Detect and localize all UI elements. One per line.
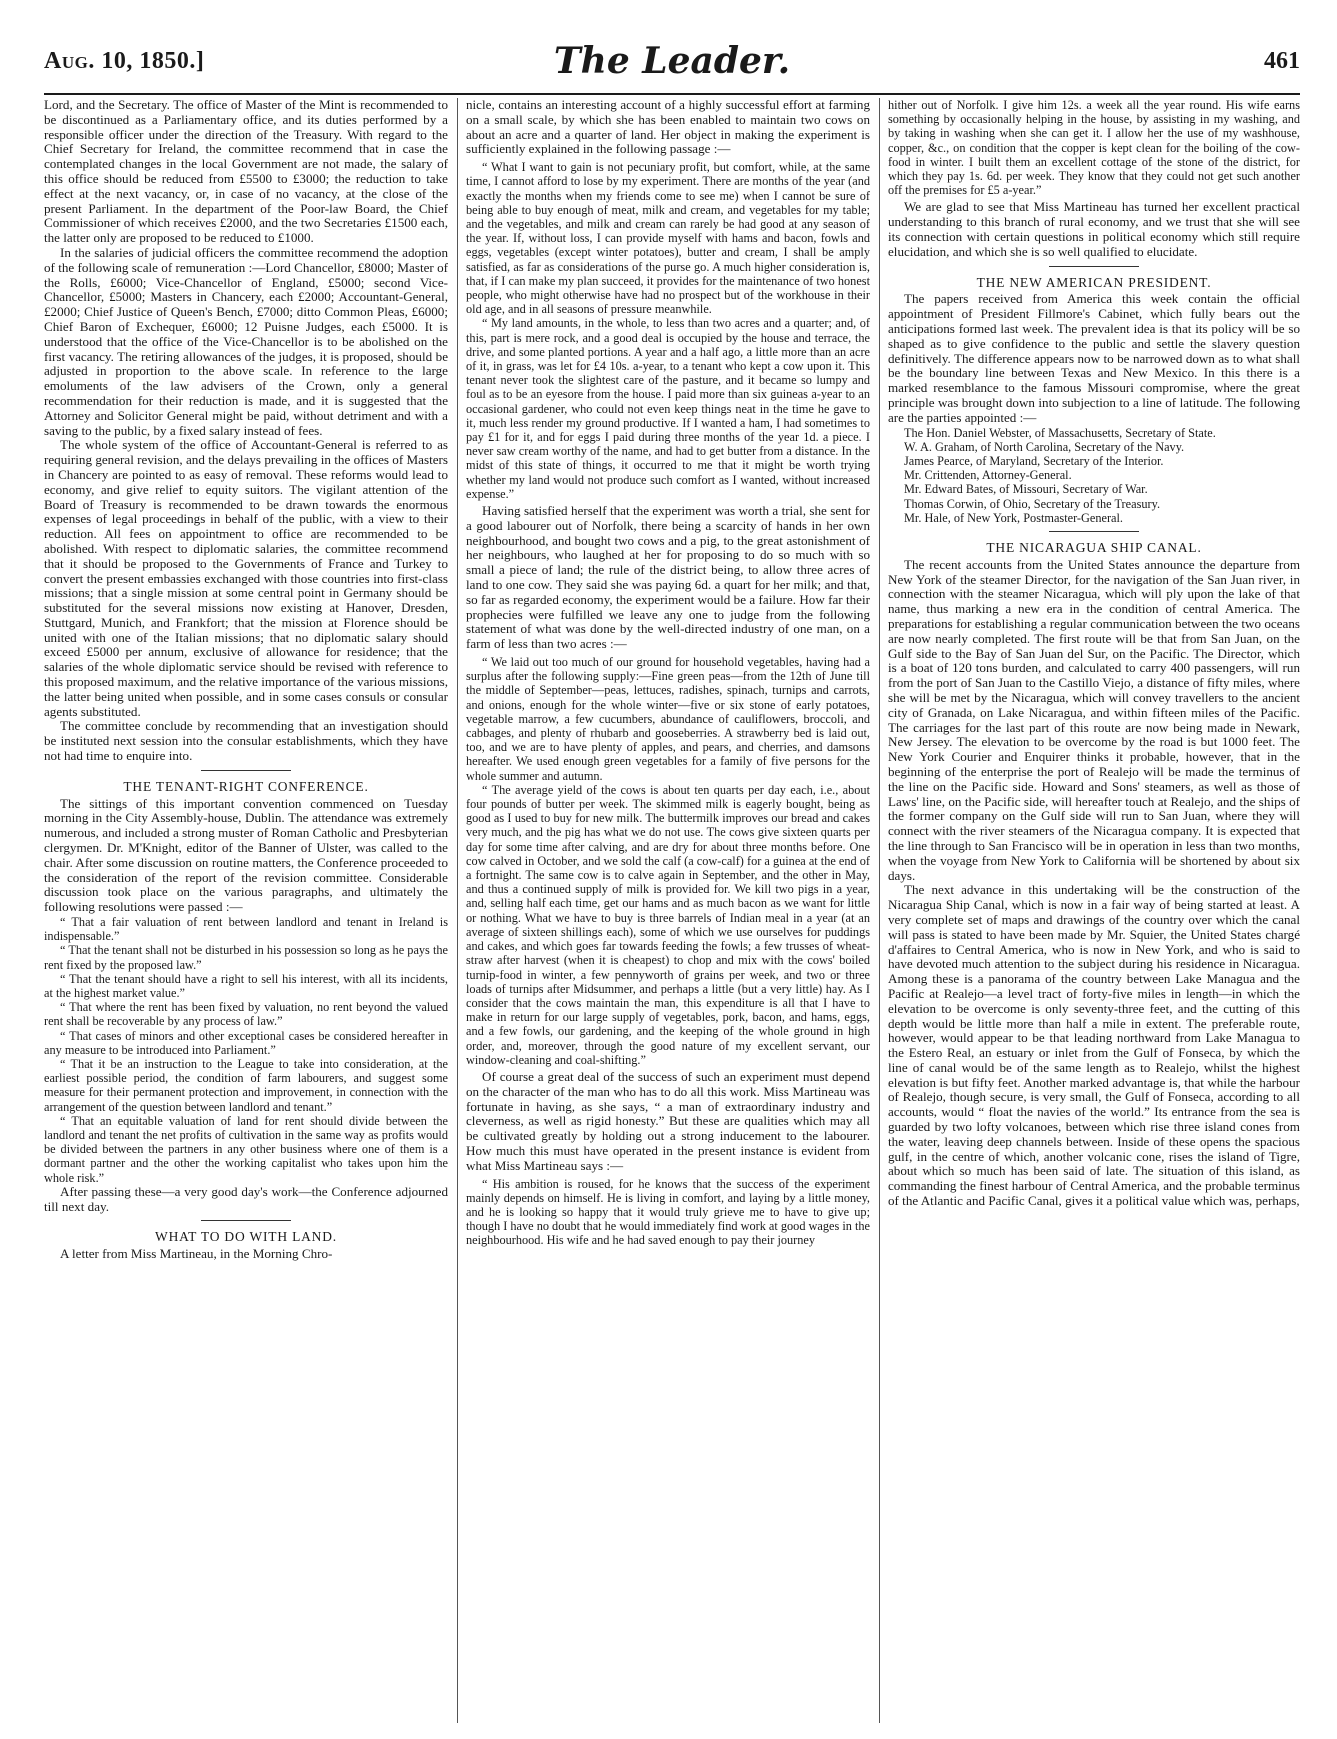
- article-paragraph: Lord, and the Secretary. The office of Master of the Mint is recommended to be discontinued as a Parliamentary office, and its duties performed by a responsible officer under the direction of the Treasury. With regard to the Chief Secretary for Ireland, the committee recommend that in case the contemplated changes in the local Government are not made, the salary of this office should be reduced from £5500 to £3000; the reduction to take effect at the next vacancy, or, in case of no vacancy, at the close of the present Parliament. In the department of the Poor-law Board, the Chief Commissioner of which receives £2000, and the two Secretaries £1500 each, the latter only are proposed to be reduced to £1000.: [44, 98, 448, 246]
- article-paragraph: We are glad to see that Miss Martineau has turned her excellent practical understanding to this branch of rural economy, and we trust that she will see its connection with certain questions in political economy which still require elucidation, and which she is so well qualified to elucidate.: [888, 199, 1300, 259]
- appointment-item: Mr. Hale, of New York, Postmaster-General.: [904, 510, 1124, 525]
- appointment-item: Mr. Edward Bates, of Missouri, Secretary of War.: [904, 482, 1148, 497]
- article-paragraph: Having satisfied herself that the experiment was worth a trial, she sent for a good labourer out of Norfolk, there being a scarcity of hands in her own neighbourhood, and bought two cows and a pig, to the great astonishment of her neighbours, who laughed at her for proposing to do so much with so small a piece of land; the rule of the district being, to allow three acres of land to one cow. They said she was paying 6d. a quart for her milk; and that, so far as regarded economy, the experiment would be a failure. How far their prophecies were fulfilled we leave any one to judge from the following statement of what was done by the well-directed industry of one man, on a farm of less than two acres :—: [466, 503, 870, 652]
- appointment-item: Mr. Crittenden, Attorney-General.: [904, 468, 1072, 483]
- section-divider: [1049, 266, 1139, 267]
- newspaper-title: The Leader.: [553, 40, 791, 82]
- article-paragraph: The sittings of this important convention commenced on Tuesday morning in the City Assembly-house, Dublin. The attendance was extremely numerous, and included a strong muster of Roman Catholic and Presbyterian clergymen. Dr. M'Knight, editor of the Banner of Ulster, was called to the chair. After some discussion on routine matters, the Conference proceeded to the consideration of the report of the revision committee. Considerable discussion took place on the various paragraphs, and ultimately the following resolutions were passed :—: [44, 795, 448, 915]
- appointment-item: Thomas Corwin, of Ohio, Secretary of the Treasury.: [904, 496, 1161, 511]
- column-2: [466, 98, 870, 1723]
- column-3: [888, 98, 1300, 1723]
- resolution: “ That an equitable valuation of land for rent should divide between the landlord and tenant the net profits of cultivation in the same way as profits would be divided between the partners in any other business where one of them is a dormant partner and the other the working capitalist who takes upon him the whole risk.”: [44, 1113, 448, 1185]
- article-paragraph: The papers received from America this week contain the official appointment of President Fillmore's Cabinet, which fully bears out the anticipations formed last week. The prevalent idea is that its policy will be so shaped as to give confidence to the public and settle the slavery question definitively. The difference appears now to be narrowed down as to what shall be the boundary line between Texas and New Mexico. In this there is a marked resemblance to the famous Missouri compromise, where the great principle was brought down into subjection to a line of latitude. The following are the parties appointed :—: [888, 291, 1300, 425]
- article-paragraph: After passing these—a very good day's work—the Conference adjourned till next day.: [44, 1183, 448, 1214]
- section-divider: [1049, 531, 1139, 532]
- resolution: “ That the tenant shall not be disturbed in his possession so long as he pays the rent fixed by the proposed law.”: [44, 943, 448, 972]
- quoted-passage: hither out of Norfolk. I give him 12s. a week all the year round. His wife earns something by occasionally helping in the house, by assisting in my washing, and by taking in washing when she can get it. I allow her the use of my washhouse, copper, &c., on condition that the copper is kept clean for the boiling of the cow-food in winter. I built them an excellent cottage of the stone of the district, for which they pay 1s. 6d. per week. They know that they could not get such another off the premises for £5 a-year.”: [888, 98, 1300, 198]
- column-rule-1: [457, 98, 458, 1723]
- resolution: “ That cases of minors and other exceptional cases be considered hereafter in any measure to be introduced into Parliament.”: [44, 1028, 448, 1057]
- article-paragraph: The next advance in this undertaking will be the construction of the Nicaragua Ship Canal, which is now in a fair way of being started at least. A very complete set of maps and drawings of the country over which the canal will pass is stated to have been made by Mr. Squier, the United States chargé d'affaires to Central America, who is now in New York, and who is said to have devoted much attention to the subject during his residence in Nicaragua. Among these is a panorama of the country between Lake Managua and the Pacific at Realejo—a level tract of forty-five miles in length—in which the elevation to be overcome is only seventy-three feet, and the cutting of this depth would be little more than half a mile in extent. The preferable route, however, would appear to be that leading northward from Lake Managua to the Estero Real, an estuary or inlet from the Gulf of Fonseca, by which the line of canal would be of the same length as to Realejo, whilst the highest elevation is but fifty feet. Another marked advantage is, that while the harbour of Realejo, though secure, is very small, the Gulf of Fonseca, according to all accounts, would “ float the navies of the world.” Its entrance from the sea is guarded by two lofty volcanoes, between which rise three island cones from the water, leaving deep channels between. Inside of these opens the spacious gulf, in the centre of which, another volcanic cone, rises the island of Tigre, about which so much has been said of late. The situation of this island, as commanding the finest harbour of Central America, and the probable terminus of the Atlantic and Pacific Canal, gives it a political value which was, perhaps,: [888, 882, 1300, 1209]
- quoted-passage: “ His ambition is roused, for he knows that the success of the experiment mainly depends on himself. He is living in comfort, and laying by a little money, and he is looking so happy that it would truly grieve me to have to give up; though I have no doubt that he would immediately find work at good wages in the neighbourhood. His wife and he had saved enough to pay their journey: [466, 1176, 870, 1248]
- header-rule: [44, 93, 1300, 95]
- appointment-item: James Pearce, of Maryland, Secretary of the Interior.: [904, 453, 1164, 468]
- resolution: “ That a fair valuation of rent between landlord and tenant in Ireland is indispensable.”: [44, 915, 448, 944]
- quoted-passage: “ The average yield of the cows is about ten quarts per day each, i.e., about four pounds of butter per week. The skimmed milk is eagerly bought, being as good as I used to buy for new milk. The buttermilk improves our bread and cakes very much, and the pig has what we do not use. The cows give sixteen quarts per day for some time after calving, and are dry for about three months before. One cow calved in October, and we sold the calf (a cow-calf) for a guinea at the end of a fortnight. The same cow is to calve again in September, and the other in May, and thus a continued supply of milk is provided for. We kill two pigs in a year, and, selling half each time, get our hams and as much bacon as we want for little or nothing. What we have to buy is three barrels of Indian meal in a year (at an average of sixteen shillings each), some of which we use ourselves for puddings and cakes, and which goes far towards feeding the fowls; a few trusses of wheat-straw after harvest (when it is cheapest) to chop and mix with the cows' boiled turnip-food in winter, a few pennyworth of grains per week, and two or three loads of turnips after Midsummer, and perhaps a little (but a very little) hay. As I consider that the cows maintain the man, this expenditure is all that I have to make in return for our large supply of vegetables, pork, bacon, and hams, eggs, and a few fowls, our gardening, and the keeping of the whole ground in high order, and, moreover, through the good nature of my excellent servant, our window-cleaning and coal-shifting.”: [466, 782, 870, 1067]
- appointment-item: The Hon. Daniel Webster, of Massachusetts, Secretary of State.: [904, 425, 1216, 440]
- resolution: “ That the tenant should have a right to sell his interest, with all its incidents, at the highest market value.”: [44, 971, 448, 1001]
- article-paragraph: In the salaries of judicial officers the committee recommend the adoption of the following scale of remuneration :—Lord Chancellor, £8000; Master of the Rolls, £6000; Vice-Chancellor of England, £5000; second Vice-Chancellor, £5000; Masters in Chancery, each £2000; Accountant-General, £2000; Chief Justice of Queen's Bench, £7000; ditto Common Pleas, £6000; Chief Baron of Exchequer, £6000; 12 Puisne Judges, each £5000. It is understood that the office of the Vice-Chancellor is to be abolished on the first vacancy. The retiring allowances of the judges, it is proposed, should be adjusted in proportion to the above scale. In reference to the large emoluments of the law advisers of the Crown, only a general recommendation for their reduction is made, and it is suggested that the Attorney and Solicitor General might be paid, without detriment and with a saving to the public, by a fixed salary instead of fees.: [44, 244, 448, 438]
- column-1: [44, 98, 448, 1723]
- column-rule-2: [879, 98, 880, 1723]
- resolution: “ That where the rent has been fixed by valuation, no rent beyond the valued rent shall be recoverable by any process of law.”: [44, 1000, 448, 1029]
- quoted-passage: “ What I want to gain is not pecuniary profit, but comfort, while, at the same time, I cannot afford to lose by my experiment. There are months of the year (and exactly the months when my friends come to see me) when I cannot be sure of being able to buy enough of meat, milk and cream, and vegetables for my table; and the vegetables, and milk and cream can rarely be had good at any season of the year. If, without loss, I can provide myself with hams and bacon, fowls and eggs, vegetables (except winter potatoes), butter and cream, I shall be amply satisfied, as far as considerations of the purse go. A much higher consideration is, that, if I can make my plan succeed, it provides for the maintenance of two honest people, who might otherwise have had no prospect but of the workhouse in their old age, and in all seasons of pressure meanwhile.: [466, 160, 870, 317]
- section-heading-land: WHAT TO DO WITH LAND.: [155, 1229, 337, 1245]
- quoted-passage: “ My land amounts, in the whole, to less than two acres and a quarter; and, of this, part is mere rock, and a good deal is occupied by the house and terrace, the drive, and some planted portions. A year and a half ago, a little more than an acre of it, in grass, was let for £4 10s. a-year, to a tenant who kept a cow upon it. This tenant never took the slightest care of the pasture, and it became so lumpy and foul as to be an eyesore from the house. I paid more than six guineas a-year to an occasional gardener, who could not even keep things neat in the time he gave to it, much less render my ground productive. If I wanted a ham, I had sometimes to pay £1 for it, and for eggs I paid during three months of the year 1d. a piece. I never saw cream worthy of the name, and had to get butter from a distance. In the midst of this state of things, it occurred to me that it might be worth trying whether my land would not produce such comfort as I wanted, without increased expense.”: [466, 316, 870, 501]
- article-paragraph: A letter from Miss Martineau, in the Morning Chro-: [60, 1246, 333, 1262]
- section-heading-canal: THE NICARAGUA SHIP CANAL.: [986, 540, 1202, 555]
- section-heading-tenant-right: THE TENANT-RIGHT CONFERENCE.: [123, 778, 369, 794]
- issue-date: Aug. 10, 1850.]: [44, 48, 205, 74]
- article-paragraph: Of course a great deal of the success of such an experiment must depend on the character of the man who has to do all this work. Miss Martineau was fortunate in having, as she says, “ a man of extraordinary industry and cleverness, as well as rigid honesty.” But these are qualities which may all be cultivated greatly by holding out a strong inducement to the labourer. How much this must have operated in the present instance is evident from what Miss Martineau says :—: [466, 1068, 870, 1173]
- masthead: [44, 40, 1300, 90]
- section-divider: [201, 770, 291, 771]
- appointment-item: W. A. Graham, of North Carolina, Secretary of the Navy.: [904, 439, 1185, 454]
- section-heading-president: THE NEW AMERICAN PRESIDENT.: [976, 274, 1212, 290]
- quoted-passage: “ We laid out too much of our ground for household vegetables, having had a surplus after the following supply:—Fine green peas—from the 12th of June till the middle of September—peas, lettuces, radishes, spinach, turnips and carrots, and onions, enough for the whole winter—five or six stone of early potatoes, vegetable marrow, a few cucumbers, abundance of cauliflowers, broccoli, and cabbages, and plenty of rhubarb and gooseberries. A strawberry bed is laid out, too, and we are to have plenty of apples, and pears, and cherries, and damsons hereafter. We used enough green vegetables for a family of five persons for the whole summer and autumn.: [466, 655, 870, 783]
- article-paragraph: The recent accounts from the United States announce the departure from New York of the steamer Director, for the navigation of the San Juan river, in connection with the steamer Nicaragua, which will ply upon the lake of that name, thus marking a new era in the condition of central America. The preparations for establishing a regular communication between the two oceans are now nearly completed. The first route will be that from San Juan, on the Gulf side to the Bay of San Juan del Sur, on the Pacific. The Director, which is a boat of 120 tons burden, and calculated to carry 400 passengers, will run from the port of San Juan to the Castillo Viejo, a distance of fifty miles, where she will be met by the Nicaragua, which will convey travellers to the ancient city of Granada, on Lake Nicaragua, and within fifteen miles of the Pacific. The carriages for the last part of this route are now being made in Newark, New Jersey. The elevation to be overcome by the road is but 1000 feet. The New York Courier and Enquirer thinks it probable, however, that in the beginning of the enterprise the port of Realejo will be made the terminus of the line on the Pacific side. Howard and Sons' steamers, as well as those of Laws' line, on the Pacific side, will hereafter touch at Realejo, and the ships of the former company on the Gulf side will run to San Juan, where they will connect with the river steamers of the Nicaragua company. It is expected that the line through to San Francisco will be in operation in less than two months, when the voyage from New York to California will be shortened by about six days.: [888, 556, 1300, 883]
- article-paragraph: nicle, contains an interesting account of a highly successful effort at farming on a small scale, by which she has been enabled to maintain two cows on about an acre and a quarter of land. Her object in making the experiment is sufficiently explained in the following passage :—: [466, 98, 870, 157]
- article-paragraph: The committee conclude by recommending that an investigation should be instituted next session into the consular establishments, which they have not had time to enquire into.: [44, 718, 448, 764]
- page-number: 461: [1264, 48, 1300, 74]
- article-paragraph: The whole system of the office of Accountant-General is referred to as requiring general revision, and the delays prevailing in the offices of Masters in Chancery are pointed to as easy of removal. These reforms would lead to economy, and give relief to equity suitors. The vigilant attention of the Board of Treasury is recommended to be drawn towards the enormous expenses of legal proceedings in behalf of the public, with a view to their reduction. All fees on appointment to office are recommended to be abolished. With respect to diplomatic salaries, the committee recommend that it should be proposed to the Governments of France and Turkey to convert the present embassies exchanged with those countries into first-class missions; that a single mission at some central point in Germany should be substituted for the several missions now existing at Hanover, Dresden, Stuttgard, Munich, and Frankfort; that the mission at Florence should be united with one of the Italian missions; that no diplomatic salary should exceed £5000 per annum, exclusive of allowance for residence; that the salaries of the whole diplomatic service should be revised with reference to this proposed maximum, and the relative importance of the various missions, the latter being united when possible, and in some cases consuls or consular agents substituted.: [44, 437, 448, 719]
- section-divider: [201, 1220, 291, 1221]
- resolution: “ That it be an instruction to the League to take into consideration, at the earliest possible period, the condition of farm labourers, and suggest some measure for their permanent protection and improvement, in connection with the arrangement of the question between landlord and tenant.”: [44, 1057, 448, 1114]
